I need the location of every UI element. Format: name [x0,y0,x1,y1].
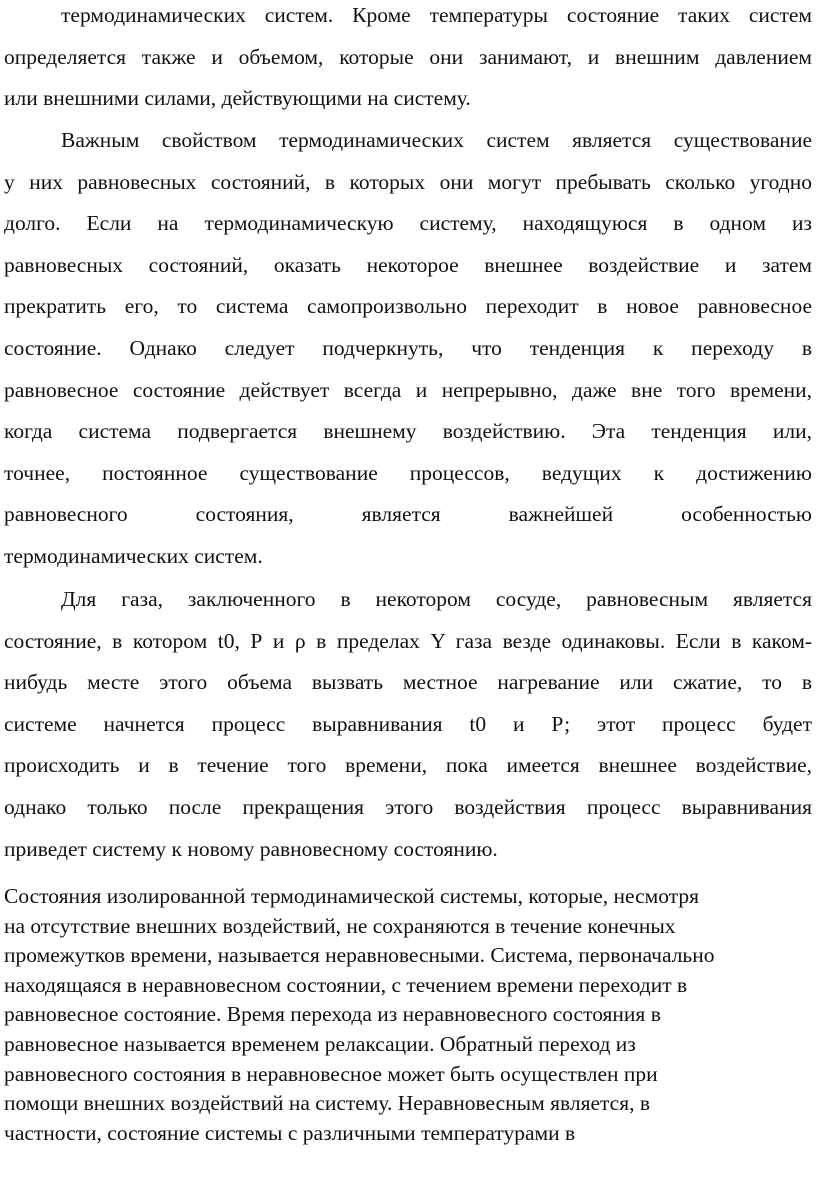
paragraph-line: точнее, постоянное существование процессов, ведущих к достижению [4,460,812,485]
paragraph-3 [4,579,812,870]
paragraph-line: Для газа, заключенного в некотором сосуде, равновесным является [61,587,812,611]
paragraph-line: у них равновесных состояний, в которых они могут пребывать сколько угодно [4,169,812,194]
paragraph-line: находящаяся в неравновесном состоянии, с течением времени переходит в [4,972,688,997]
paragraph-2 [4,120,812,578]
paragraph-line: на отсутствие внешних воздействий, не сохраняются в течение конечных [4,913,676,938]
paragraph-line: термодинамических систем. [4,543,263,568]
paragraph-line: прекратить его, то система самопроизвольно переходит в новое равновесное [4,294,812,319]
paragraph-line: равновесное называется временем релаксации. Обратный переход из [4,1031,636,1056]
paragraph-line: системе начнется процесс выравнивания t0 и Р; этот процесс будет [4,711,812,736]
paragraph-line: Состояния изолированной термодинамической системы, которые, несмотря [4,884,700,908]
paragraph-line: приведет систему к новому равновесному состоянию. [4,836,498,861]
paragraph-line: когда система подвергается внешнему воздействию. Эта тенденция или, [4,419,812,444]
paragraph-line: равновесное состояние. Время перехода из неравновесного состояния в [4,1002,661,1027]
paragraph-line: промежутков времени, называется неравновесными. Система, первоначально [4,943,715,968]
paragraph-line: равновесного состояния, является важнейшей особенностью [4,502,812,527]
paragraph-line: нибудь месте этого объема вызвать местное нагревание или сжатие, то в [4,670,812,695]
paragraph-line: или внешними силами, действующими на систему. [4,86,471,111]
paragraph-line: частности, состояние системы с различными температурами в [4,1120,576,1145]
paragraph-line: однако только после прекращения этого воздействия процесс выравнивания [4,794,812,819]
paragraph-line: равновесных состояний, оказать некоторое внешнее воздействие и затем [4,252,812,277]
paragraph-4 [4,882,812,1148]
paragraph-line: равновесное состояние действует всегда и непрерывно, даже вне того времени, [4,377,812,402]
paragraph-line: состояние, в котором t0, Р и ρ в пределах Y газа везде одинаковы. Если в каком- [4,628,812,653]
paragraph-line: равновесного состояния в неравновесное может быть осуществлен при [4,1061,658,1086]
paragraph-line: долго. Если на термодинамическую систему, находящуюся в одном из [4,211,812,236]
paragraph-line: Важным свойством термодинамических систем является существование [61,128,812,152]
paragraph-line: состояние. Однако следует подчеркнуть, что тенденция к переходу в [4,335,812,360]
paragraph-1 [4,0,812,120]
paragraph-line: помощи внешних воздействий на систему. Неравновесным является, в [4,1091,651,1116]
paragraph-line: определяется также и объемом, которые они занимают, и внешним давлением [4,44,812,69]
paragraph-line: происходить и в течение того времени, пока имеется внешнее воздействие, [4,753,812,778]
paragraph-line: термодинамических систем. Кроме температуры состояние таких систем [61,3,812,27]
